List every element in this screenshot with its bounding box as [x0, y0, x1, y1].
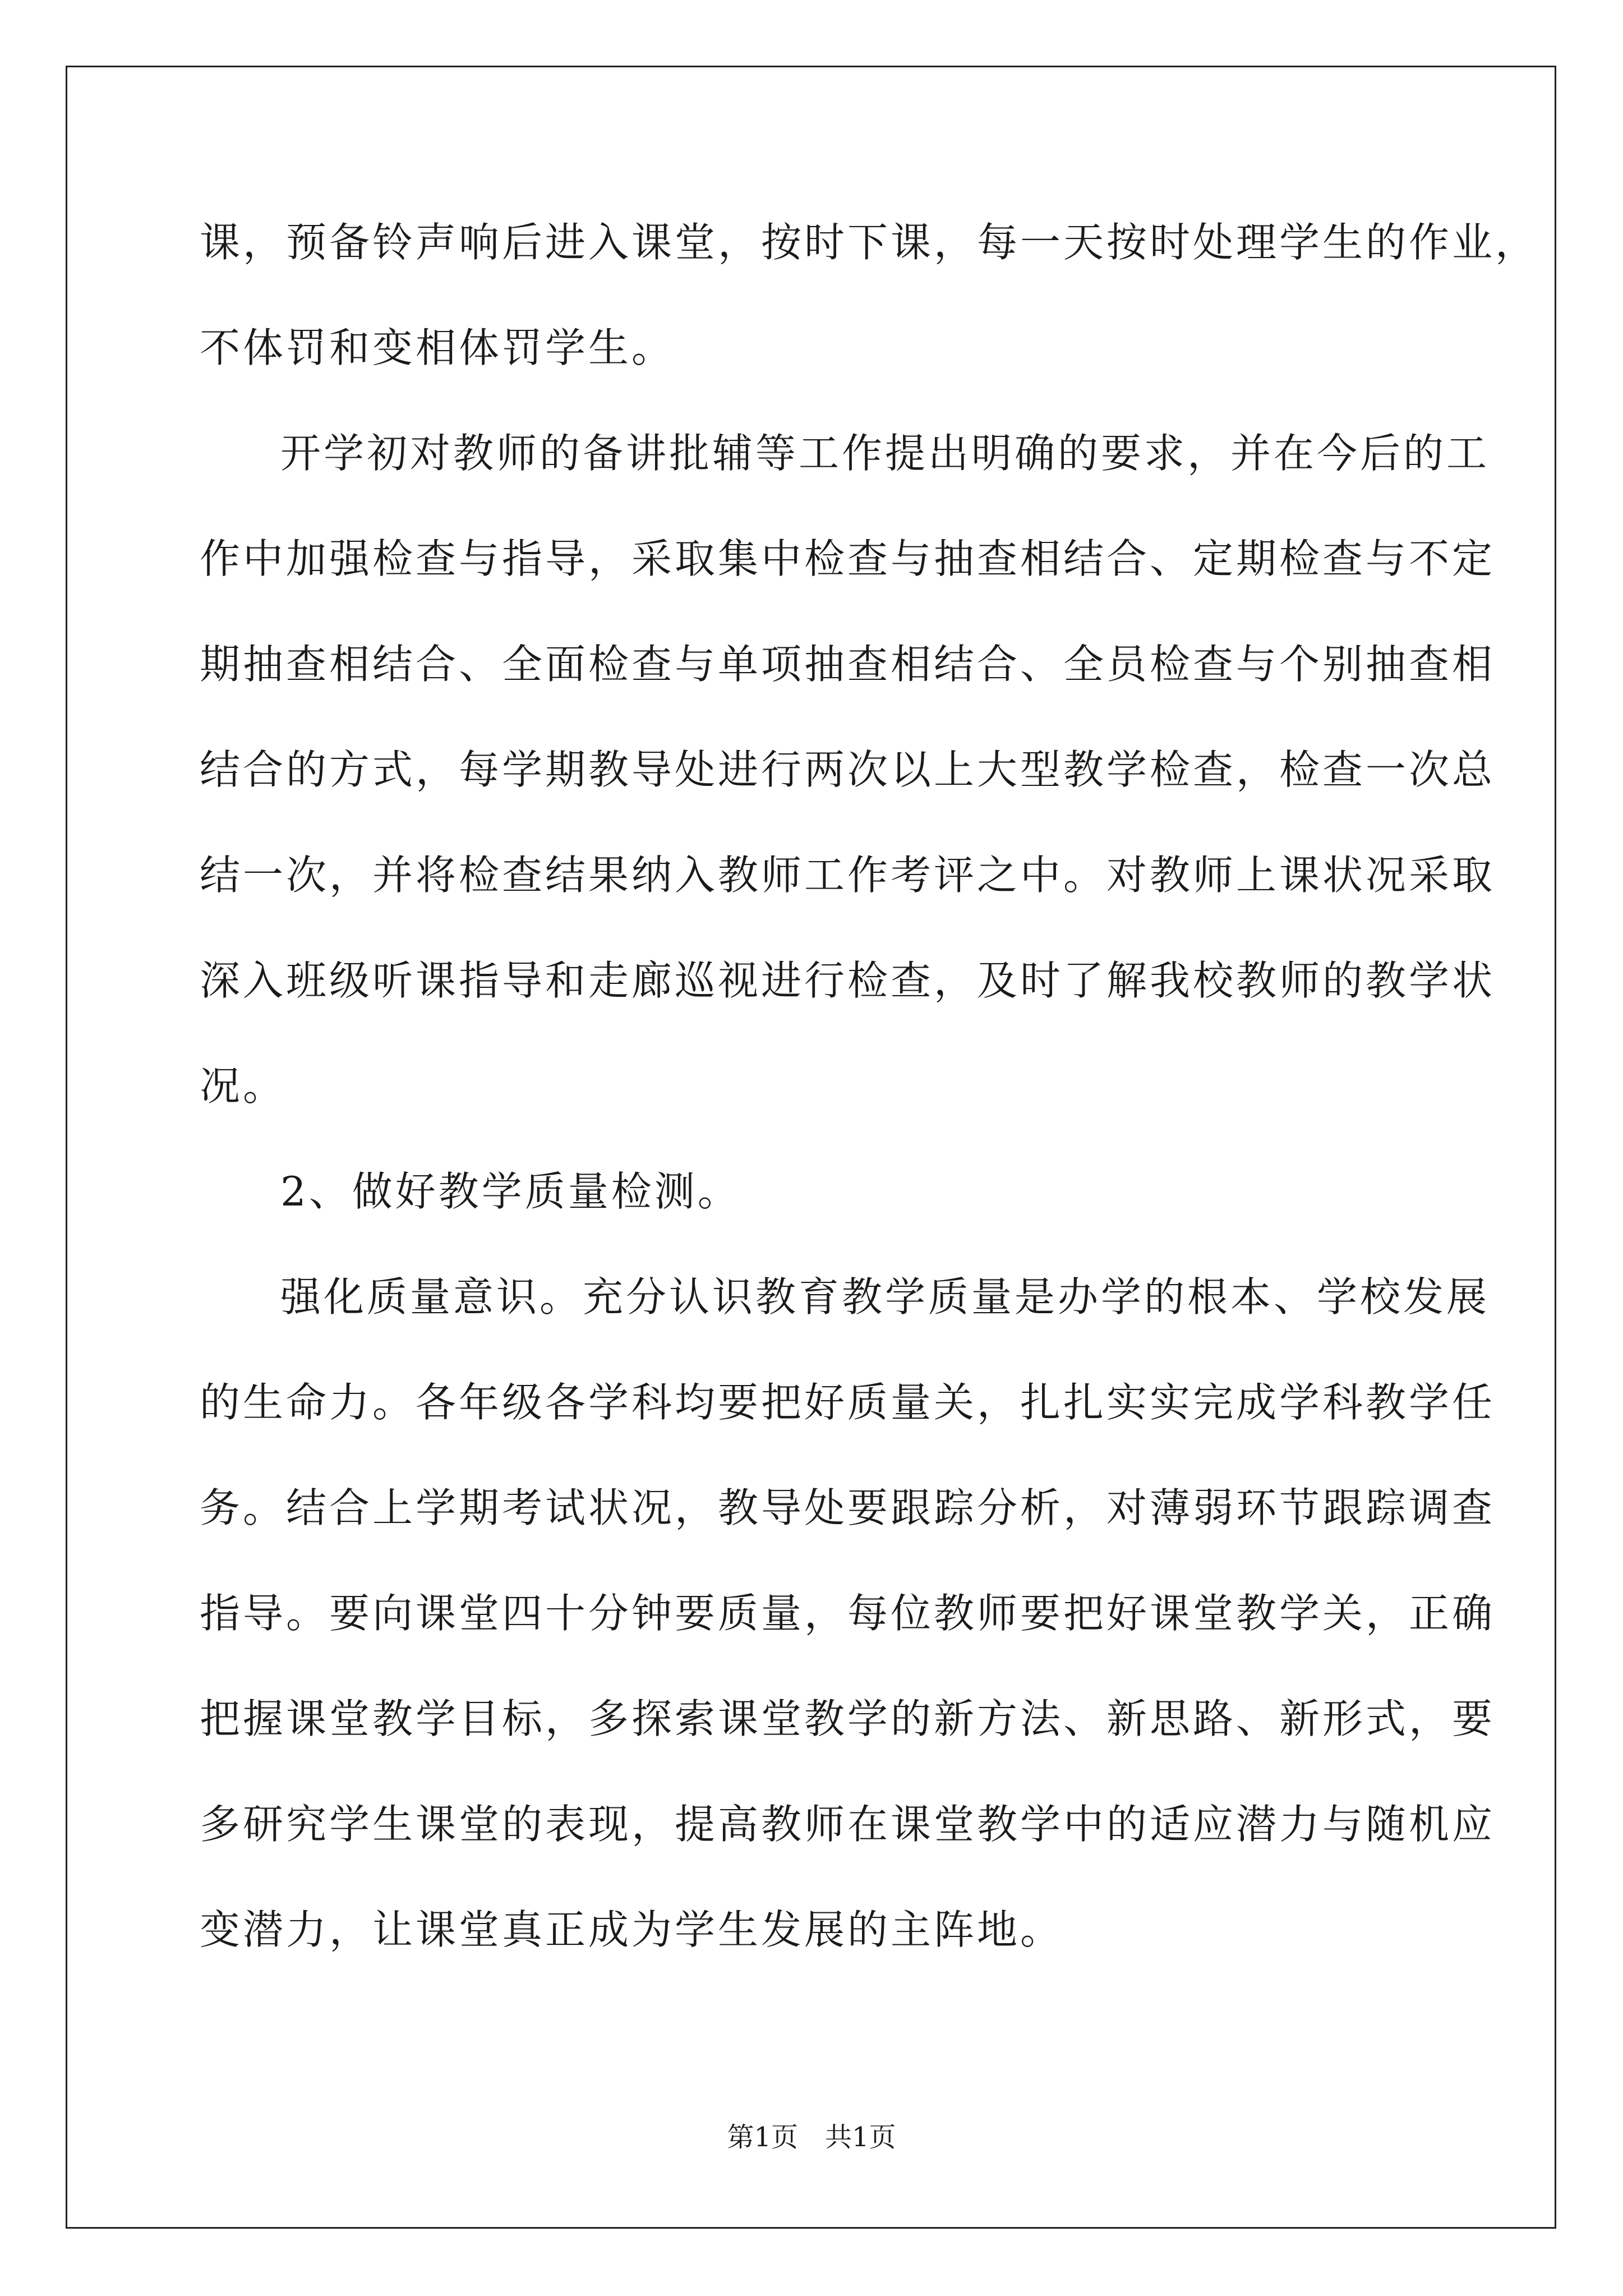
text-line: 结一次，并将检查结果纳入教师工作考评之中。对教师上课状况采取: [200, 852, 1496, 899]
text-line: 指导。要向课堂四十分钟要质量，每位教师要把好课堂教学关，正确: [200, 1590, 1496, 1637]
paragraph-start-line: 强化质量意识。充分认识教育教学质量是办学的根本、学校发展: [280, 1273, 1490, 1320]
text-line: 期抽查相结合、全面检查与单项抽查相结合、全员检查与个别抽查相: [200, 641, 1496, 688]
text-line: 的生命力。各年级各学科均要把好质量关，扎扎实实完成学科教学任: [200, 1379, 1496, 1426]
section-heading: 2、做好教学质量检测。: [280, 1168, 741, 1215]
text-line: 况。: [200, 1062, 287, 1110]
page-footer: 第1页 共1页: [727, 2122, 896, 2153]
text-line: 务。结合上学期考试状况，教导处要跟踪分析，对薄弱环节跟踪调查: [200, 1484, 1496, 1531]
text-line: 结合的方式，每学期教导处进行两次以上大型教学检查，检查一次总: [200, 746, 1496, 793]
text-line: 作中加强检查与指导，采取集中检查与抽查相结合、定期检查与不定: [200, 535, 1496, 582]
text-line: 变潜力，让课堂真正成为学生发展的主阵地。: [200, 1906, 1064, 1953]
paragraph-start-line: 开学初对教师的备讲批辅等工作提出明确的要求，并在今后的工: [280, 430, 1490, 477]
text-line: 深入班级听课指导和走廊巡视进行检查，及时了解我校教师的教学状: [200, 957, 1496, 1004]
text-line: 多研究学生课堂的表现，提高教师在课堂教学中的适应潜力与随机应: [200, 1801, 1496, 1848]
text-line: 把握课堂教学目标，多探索课堂教学的新方法、新思路、新形式，要: [200, 1695, 1496, 1742]
text-line: 课，预备铃声响后进入课堂，按时下课，每一天按时处理学生的作业，: [200, 219, 1539, 266]
text-line: 不体罚和变相体罚学生。: [200, 324, 675, 371]
